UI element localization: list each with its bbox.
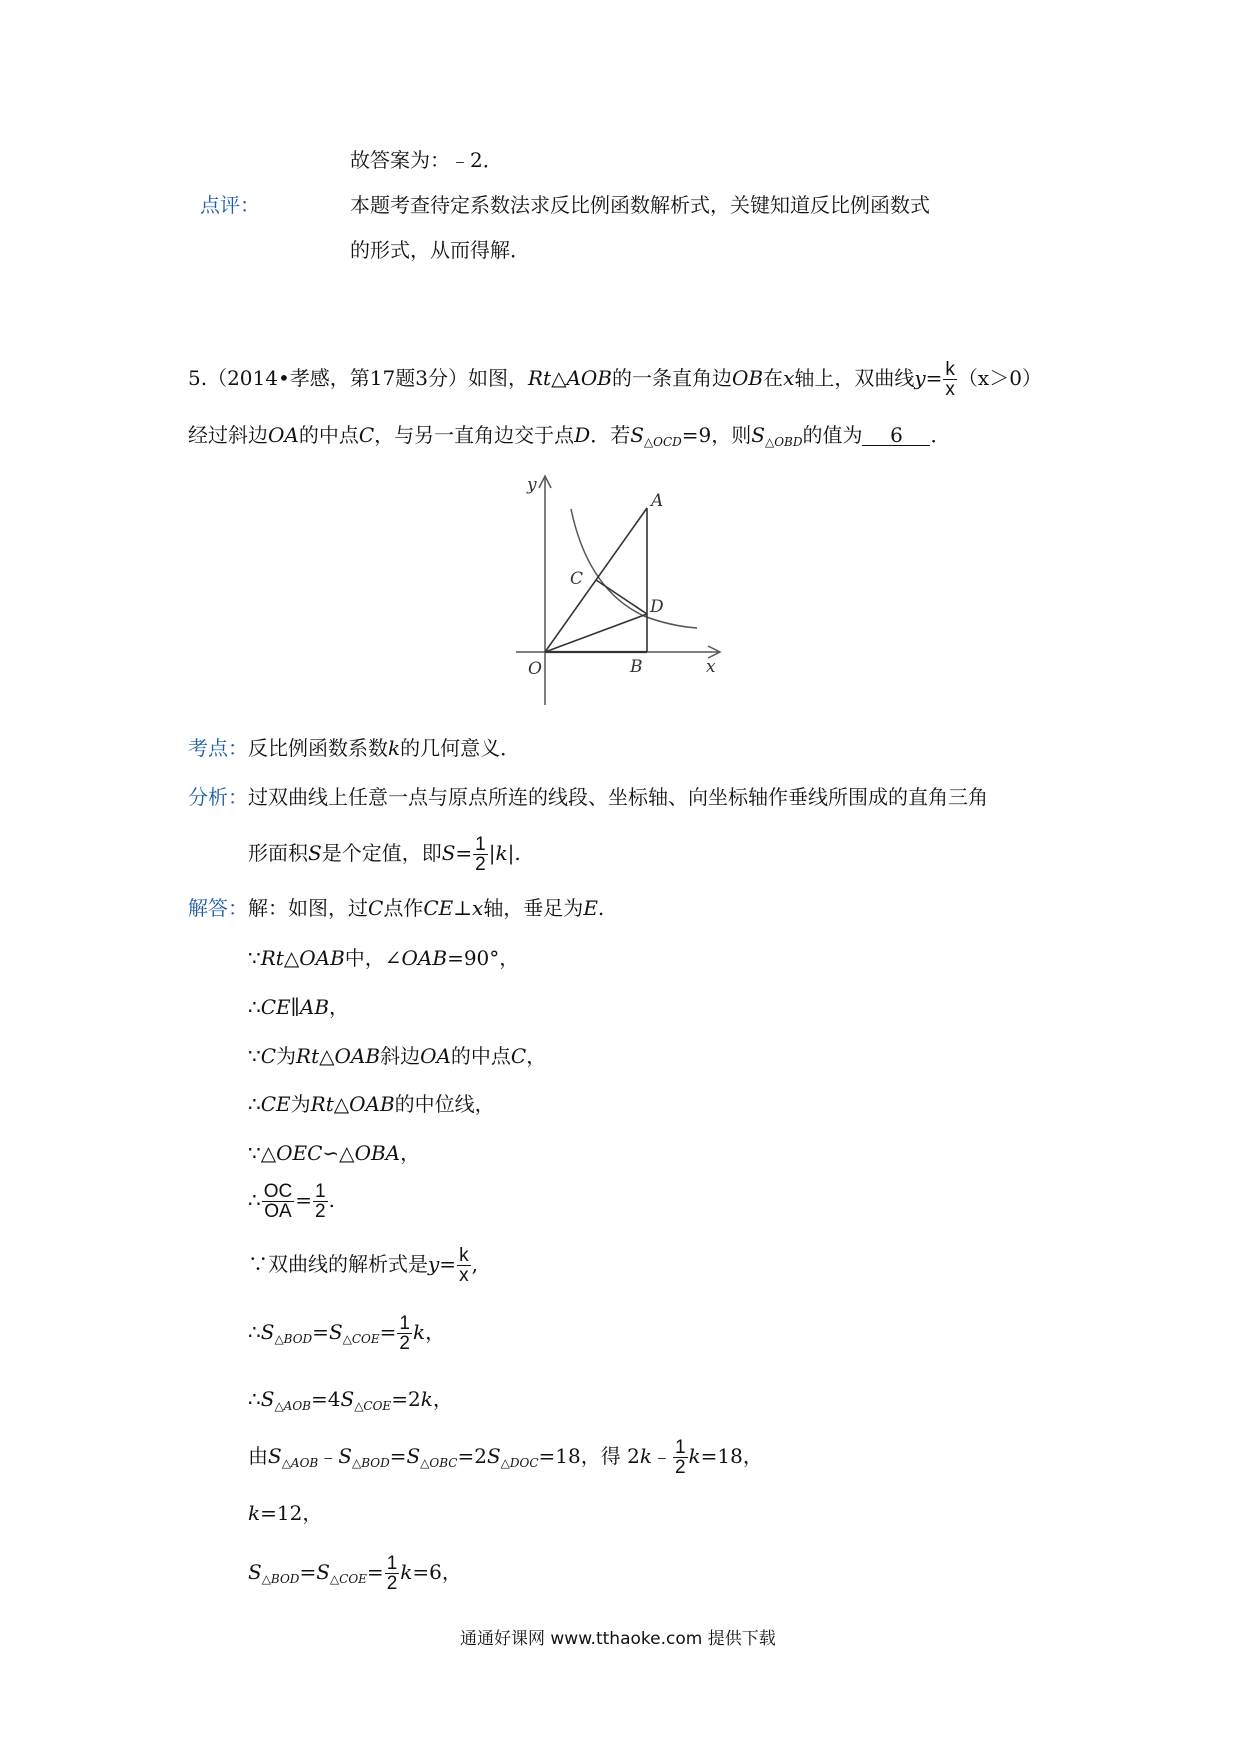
fraction-one-half: $\frac{1}{2}$ — [315, 1181, 326, 1222]
fraction-one-half: $\frac{1}{2}$ — [386, 1553, 398, 1594]
fenxi-line-1: 分析：过双曲线上任意一点与原点所连的线段、坐标轴、向坐标轴作垂线所围成的直角三角 — [188, 785, 988, 809]
answer-blank: 6 — [862, 425, 930, 446]
step-5: ∵△OEC∽△OBA， — [248, 1141, 421, 1165]
step-12: $S_{\triangle BOD}=S_{\triangle COE}=$ $\frac{1}{2}$ k=6， — [248, 1553, 462, 1594]
segment-cd — [596, 580, 647, 614]
comment-label: 点评： — [200, 193, 260, 217]
label-o: O — [528, 659, 542, 679]
step-10: 由$S_{\triangle AOB}﹣S_{\triangle BOD}=S_{\triangle OBC}=2S_{\triangle DOC}=18$，得 2k﹣ $\frac{1}{2}$ k=18， — [248, 1437, 763, 1478]
step-9: $\therefore S_{\triangle AOB}=4S_{\triangle COE}=2k$， — [248, 1387, 453, 1413]
fraction-oc-over-oa: $\frac{OC}{OA}$ — [263, 1181, 293, 1222]
hyperbola-figure — [505, 470, 730, 710]
label-b: B — [630, 657, 643, 677]
jieda-label: 解答： — [188, 896, 248, 920]
step-8: $\therefore S_{\triangle BOD}=S_{\triangle COE}=$ $\frac{1}{2}$ k， — [248, 1313, 446, 1354]
kaodian-label: 考点： — [188, 736, 248, 760]
comment-line-1: 本题考查待定系数法求反比例函数解析式，关键知道反比例函数式 — [350, 193, 930, 217]
step-7: ∵双曲线的解析式是y= $\frac{k}{x}$ , — [248, 1245, 478, 1286]
fenxi-label: 分析： — [188, 785, 248, 809]
problem-line-2: 经过斜边OA的中点C，与另一直角边交于点D．若$S_{\triangle OCD}=9$，则$S_{\triangle OBD}$的值为 6 ． — [188, 423, 951, 449]
fraction-k-over-x: $\frac{k}{x}$ — [945, 359, 955, 400]
label-d: D — [650, 597, 664, 617]
label-c: C — [570, 569, 584, 589]
fenxi-line-2: 形面积S是个定值，即S= $\frac{1}{2}$ |k|. — [248, 834, 521, 875]
fraction-one-half: $\frac{1}{2}$ — [399, 1313, 410, 1354]
segment-od — [545, 614, 647, 652]
step-1: ∵Rt△OAB中，∠OAB=90°， — [248, 946, 520, 970]
step-6: ∴ $\frac{OC}{OA}$ = $\frac{1}{2}$ . — [248, 1181, 335, 1222]
prev-answer: 故答案为：﹣2． — [350, 148, 503, 172]
kaodian-line: 考点：反比例函数系数k的几何意义． — [188, 736, 521, 760]
label-x: x — [706, 657, 716, 677]
fraction-k-over-x: $\frac{k}{x}$ — [459, 1245, 469, 1286]
fraction-one-half: $\frac{1}{2}$ — [674, 1437, 686, 1478]
step-3: ∵C为Rt△OAB斜边OA的中点C， — [248, 1044, 547, 1068]
jieda-line: 解答：解：如图，过C点作CE⊥x轴，垂足为E. — [188, 896, 605, 920]
label-y: y — [527, 475, 537, 495]
step-11: k=12， — [248, 1501, 323, 1525]
fraction-one-half: $\frac{1}{2}$ — [475, 834, 486, 875]
footer-credit: 通通好课网 www.tthaoke.com 提供下载 — [460, 1629, 776, 1649]
problem-line-1: 5.（2014•孝感，第17题3分）如图，Rt△AOB的一条直角边OB在x轴上，双曲线y= $\frac{k}{x}$ （x＞0） — [188, 359, 1042, 400]
label-a: A — [651, 491, 664, 511]
step-4: ∴CE为Rt△OAB的中位线， — [248, 1092, 495, 1116]
step-2: ∴CE∥AB， — [248, 995, 350, 1019]
comment-line-2: 的形式，从而得解． — [350, 238, 530, 262]
